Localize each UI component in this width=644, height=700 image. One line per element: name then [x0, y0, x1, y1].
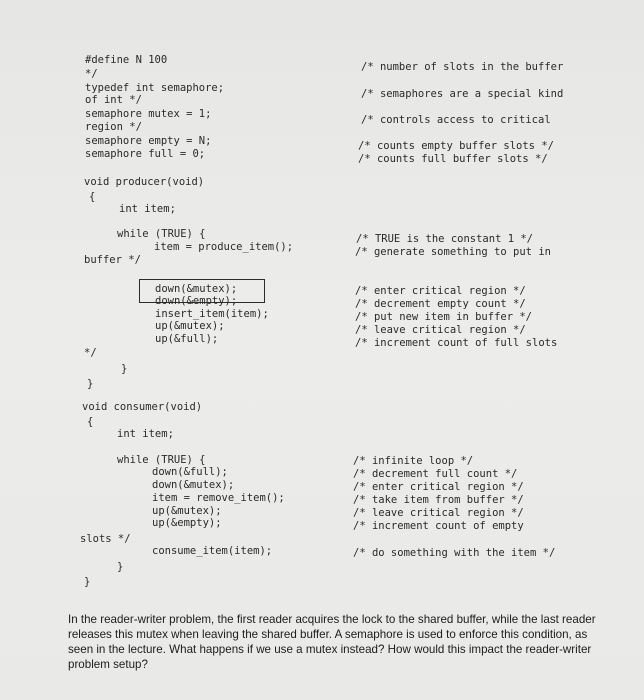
typedef-comment-cont: of int */ [85, 94, 142, 106]
producer-insert: insert_item(item); [155, 308, 269, 320]
producer-down-empty: down(&empty); [155, 295, 238, 307]
producer-up-full-comment: /* increment count of full slots [355, 337, 558, 349]
producer-inner-close: } [121, 363, 128, 375]
consumer-up-empty-comment-cont: slots */ [80, 533, 131, 545]
mutex-decl: semaphore mutex = 1; [85, 108, 212, 120]
full-comment: /* counts full buffer slots */ [358, 153, 548, 165]
mutex-comment-cont: region */ [85, 121, 142, 133]
producer-signature: void producer(void) [84, 176, 205, 188]
producer-close: } [87, 378, 94, 390]
consumer-up-mutex: up(&mutex); [152, 505, 222, 517]
producer-up-mutex-comment: /* leave critical region */ [355, 324, 526, 336]
producer-up-full-comment-cont: */ [84, 347, 97, 359]
consumer-close: } [84, 576, 91, 588]
consumer-signature: void consumer(void) [82, 401, 203, 413]
producer-down-mutex-comment: /* enter critical region */ [355, 285, 526, 297]
consumer-consume: consume_item(item); [152, 545, 273, 557]
consumer-remove-comment: /* take item from buffer */ [353, 494, 524, 506]
consumer-decl: int item; [117, 428, 174, 440]
producer-produce: item = produce_item(); [154, 241, 294, 253]
empty-comment: /* counts empty buffer slots */ [358, 140, 554, 152]
producer-produce-comment: /* generate something to put in [355, 246, 551, 258]
consumer-up-empty: up(&empty); [152, 517, 222, 529]
empty-decl: semaphore empty = N; [85, 135, 212, 147]
question-text: In the reader-writer problem, the first reader acquires the lock to the shared buffer, while the last reader releases this mutex when leaving the shared buffer. A semaphore is used to enforce this condition, as seen in the lecture. What happens if we use a mutex instead? How would this impact the reader-writer problem setup? [68, 613, 596, 671]
consumer-down-full: down(&full); [152, 466, 228, 478]
producer-while-comment: /* TRUE is the constant 1 */ [356, 233, 534, 245]
producer-down-empty-comment: /* decrement empty count */ [355, 298, 526, 310]
define-line: #define N 100 [85, 54, 168, 66]
mutex-comment: /* controls access to critical [361, 114, 551, 126]
producer-up-mutex: up(&mutex); [155, 320, 225, 332]
producer-open-brace: { [89, 191, 96, 203]
consumer-up-mutex-comment: /* leave critical region */ [353, 507, 524, 519]
consumer-while-comment: /* infinite loop */ [353, 455, 474, 467]
full-decl: semaphore full = 0; [85, 148, 206, 160]
consumer-open-brace: { [87, 416, 94, 428]
producer-decl: int item; [119, 203, 176, 215]
consumer-while: while (TRUE) { [117, 454, 206, 466]
typedef-comment: /* semaphores are a special kind [361, 88, 564, 100]
consumer-down-mutex-comment: /* enter critical region */ [353, 481, 524, 493]
define-comment-cont: */ [85, 68, 98, 80]
consumer-consume-comment: /* do something with the item */ [353, 547, 556, 559]
producer-up-full: up(&full); [155, 333, 219, 345]
consumer-down-full-comment: /* decrement full count */ [353, 468, 518, 480]
producer-down-mutex: down(&mutex); [155, 283, 238, 295]
producer-insert-comment: /* put new item in buffer */ [355, 311, 533, 323]
consumer-down-mutex: down(&mutex); [152, 479, 235, 491]
consumer-remove: item = remove_item(); [152, 492, 285, 504]
consumer-up-empty-comment: /* increment count of empty [353, 520, 524, 532]
consumer-inner-close: } [117, 561, 124, 573]
typedef-line: typedef int semaphore; [85, 82, 225, 94]
producer-while: while (TRUE) { [117, 228, 206, 240]
define-comment: /* number of slots in the buffer [361, 61, 564, 73]
producer-produce-comment-cont: buffer */ [84, 254, 141, 266]
